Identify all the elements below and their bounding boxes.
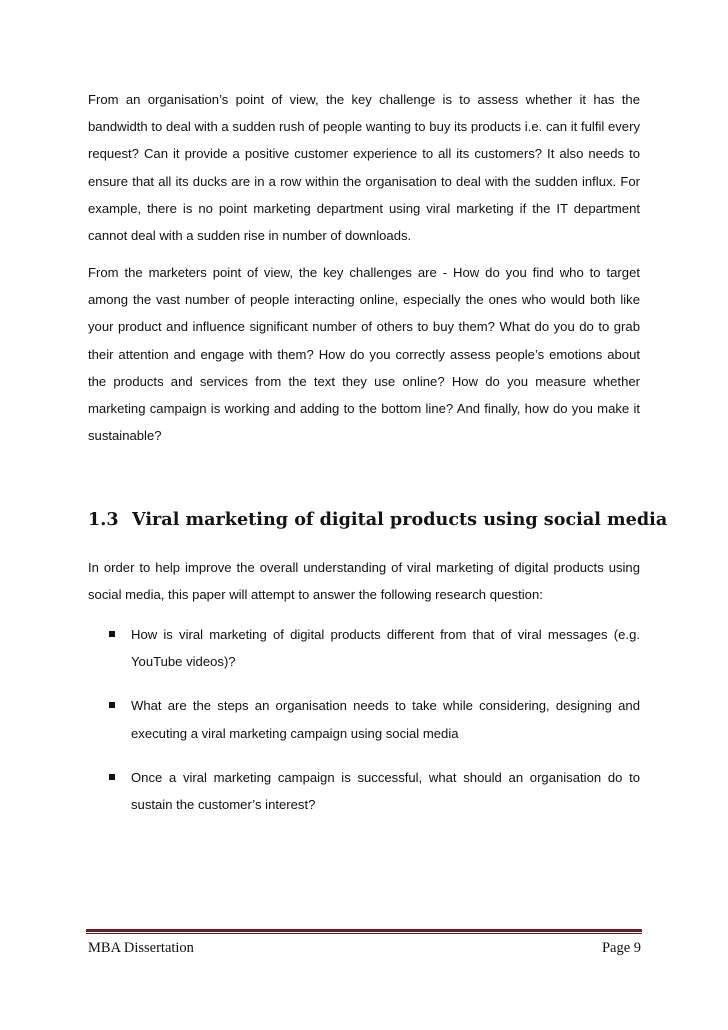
section-intro-paragraph: In order to help improve the overall understanding of viral marketing of digital products using social media, this paper will attempt to answer the following research question:: [88, 560, 640, 603]
footer-divider-thick: [86, 929, 642, 932]
square-bullet-icon: [109, 774, 115, 780]
footer-document-title: MBA Dissertation: [88, 940, 194, 956]
square-bullet-icon: [109, 702, 115, 708]
body-paragraph-organisation-view: From an organisation’s point of view, the key challenge is to assess whether it has the bandwidth to deal with a sudden rush of people wanting to buy its products i.e. can it fulfil every request? Can it provide a positive customer experience to all its customers? It also needs to ensure that all its ducks are in a row within the organisation to deal with the sudden influx. For example, there is no point marketing department using viral marketing if the IT department cannot deal with a sudden rise in number of downloads.: [88, 92, 640, 244]
section-heading: [88, 506, 668, 534]
section-number: 1.3: [88, 509, 119, 530]
list-item-text: What are the steps an organisation needs to take while considering, designing and executing a viral marketing campaign using social media: [131, 698, 640, 741]
footer-page-number: Page 9: [601, 940, 641, 956]
list-item: [88, 621, 640, 675]
footer-divider: [86, 929, 642, 934]
list-item: [88, 764, 640, 818]
footer-divider-thin: [86, 933, 642, 934]
list-item-text: Once a viral marketing campaign is successful, what should an organisation do to sustain the customer’s interest?: [131, 769, 640, 813]
section-title: Viral marketing of digital products using social media: [132, 509, 668, 530]
list-item-text: How is viral marketing of digital products different from that of viral messages (e.g. YouTube videos)?: [131, 627, 640, 670]
square-bullet-icon: [109, 631, 115, 637]
research-questions-list: [88, 621, 640, 835]
body-paragraph-marketers-view: From the marketers point of view, the key challenges are - How do you find who to target among the vast number of people interacting online, especially the ones who would both like your product and influence significant number of others to buy them? What do you do to grab their attention and engage with them? How do you correctly assess people’s emotions about the products and services from the text they use online? How do you measure whether marketing campaign is working and adding to the bottom line? And finally, how do you make it sustainable?: [88, 265, 640, 444]
list-item: [88, 692, 640, 746]
